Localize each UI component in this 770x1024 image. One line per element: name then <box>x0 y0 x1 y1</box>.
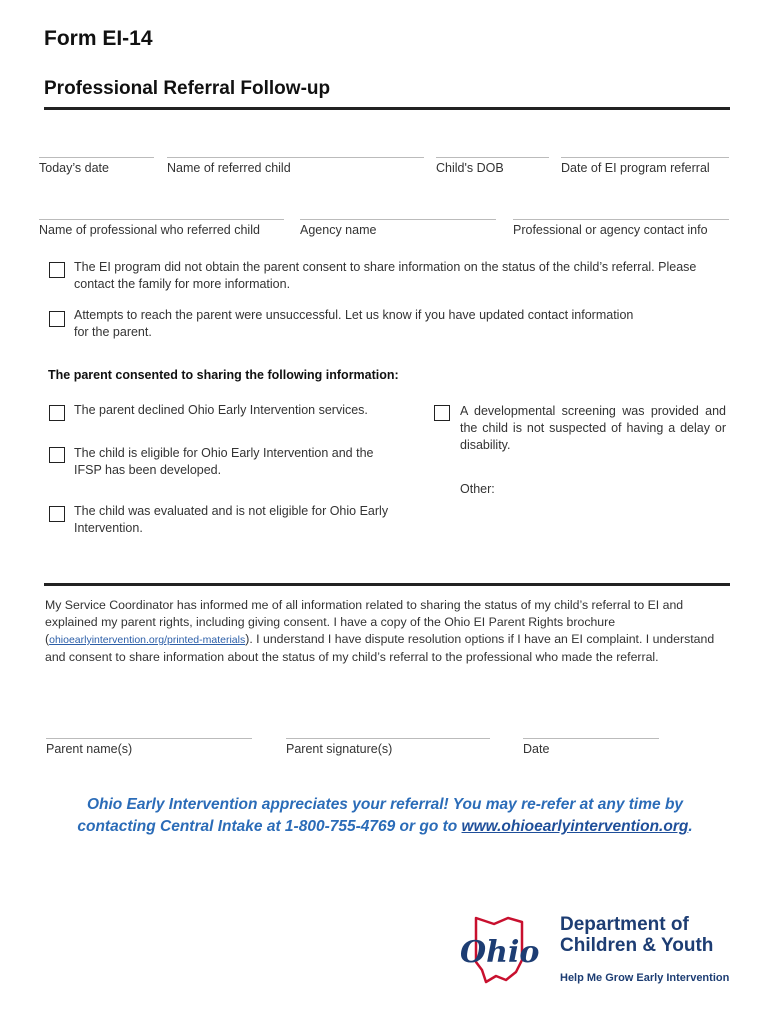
signature-date-label: Date <box>523 742 550 756</box>
no-consent-text: The EI program did not obtain the parent consent to share information on the status of the child’s referral. Please contact the family for more information. <box>74 260 697 291</box>
todays-date-field[interactable] <box>39 157 154 175</box>
consent-part2: ). I understand I have dispute resolution options if I have an EI complaint. I understand and consent to share information about the status of my child’s referral to the professional who made the referral. <box>45 632 715 664</box>
consent-statement <box>45 597 731 666</box>
screening-text: A developmental screening was provided and the child is not suspected of having a delay or disability. <box>460 404 726 452</box>
ohio-wordmark: Ohio <box>460 935 540 970</box>
parent-name-field[interactable] <box>46 738 252 756</box>
child-dob-label: Child's DOB <box>436 161 504 175</box>
no-consent-checkbox[interactable] <box>49 262 65 278</box>
program-tagline: Help Me Grow Early Intervention <box>560 972 730 984</box>
parent-signature-field[interactable] <box>286 738 490 756</box>
referral-date-label: Date of EI program referral <box>561 161 710 175</box>
footer-line1: Ohio Early Intervention appreciates your referral! You may re-refer at any time by <box>86 796 684 813</box>
parent-name-label: Parent name(s) <box>46 742 133 756</box>
not-eligible-text: The child was evaluated and is not eligible for Ohio Early Intervention. <box>74 504 389 535</box>
child-dob-field[interactable] <box>436 157 549 175</box>
todays-date-label: Today’s date <box>39 161 109 175</box>
printed-materials-link[interactable]: ohioearlyintervention.org/printed-materials <box>49 634 246 646</box>
department-line2: Children & Youth <box>560 935 714 956</box>
footer-period: . <box>688 818 693 835</box>
ohio-logo <box>456 910 552 990</box>
eligible-checkbox[interactable] <box>49 447 65 463</box>
department-line1: Department of <box>560 914 689 935</box>
unsuccessful-text: Attempts to reach the parent were unsuccessful. Let us know if you have updated contact information for the parent. <box>74 308 634 339</box>
footer-line2 <box>0 816 770 838</box>
signature-date-field[interactable] <box>523 738 659 756</box>
other-label: Other: <box>460 482 495 496</box>
screening-checkbox[interactable] <box>434 405 450 421</box>
consent-divider <box>44 583 730 586</box>
professional-name-label: Name of professional who referred child <box>39 223 260 237</box>
unsuccessful-checkbox[interactable] <box>49 311 65 327</box>
footer-message <box>0 794 770 838</box>
parent-signature-label: Parent signature(s) <box>286 742 393 756</box>
child-name-label: Name of referred child <box>167 161 291 175</box>
not-eligible-checkbox[interactable] <box>49 506 65 522</box>
contact-info-field[interactable] <box>513 219 729 237</box>
page-title: Professional Referral Follow-up <box>44 78 331 99</box>
declined-checkbox[interactable] <box>49 405 65 421</box>
website-link[interactable]: www.ohioearlyintervention.org <box>461 818 689 835</box>
footer-line2-text: contacting Central Intake at 1-800-755-4769 or go to <box>77 818 462 835</box>
professional-name-field[interactable] <box>39 219 284 237</box>
title-divider <box>44 107 730 110</box>
contact-info-label: Professional or agency contact info <box>513 223 708 237</box>
referral-date-field[interactable] <box>561 157 729 175</box>
declined-text: The parent declined Ohio Early Intervention services. <box>74 403 368 417</box>
consent-part1: My Service Coordinator has informed me of all information related to sharing the status of my child’s referral to EI and explained my parent rights, including giving consent. I have a copy of the Ohio EI Parent Rights brochure ( <box>45 598 684 646</box>
agency-name-field[interactable] <box>300 219 496 237</box>
child-name-field[interactable] <box>167 157 424 175</box>
agency-name-label: Agency name <box>300 223 377 237</box>
form-number: Form EI-14 <box>44 27 153 50</box>
department-name <box>560 914 713 956</box>
eligible-text: The child is eligible for Ohio Early Intervention and the IFSP has been developed. <box>74 446 374 477</box>
consent-heading: The parent consented to sharing the following information: <box>48 368 399 382</box>
